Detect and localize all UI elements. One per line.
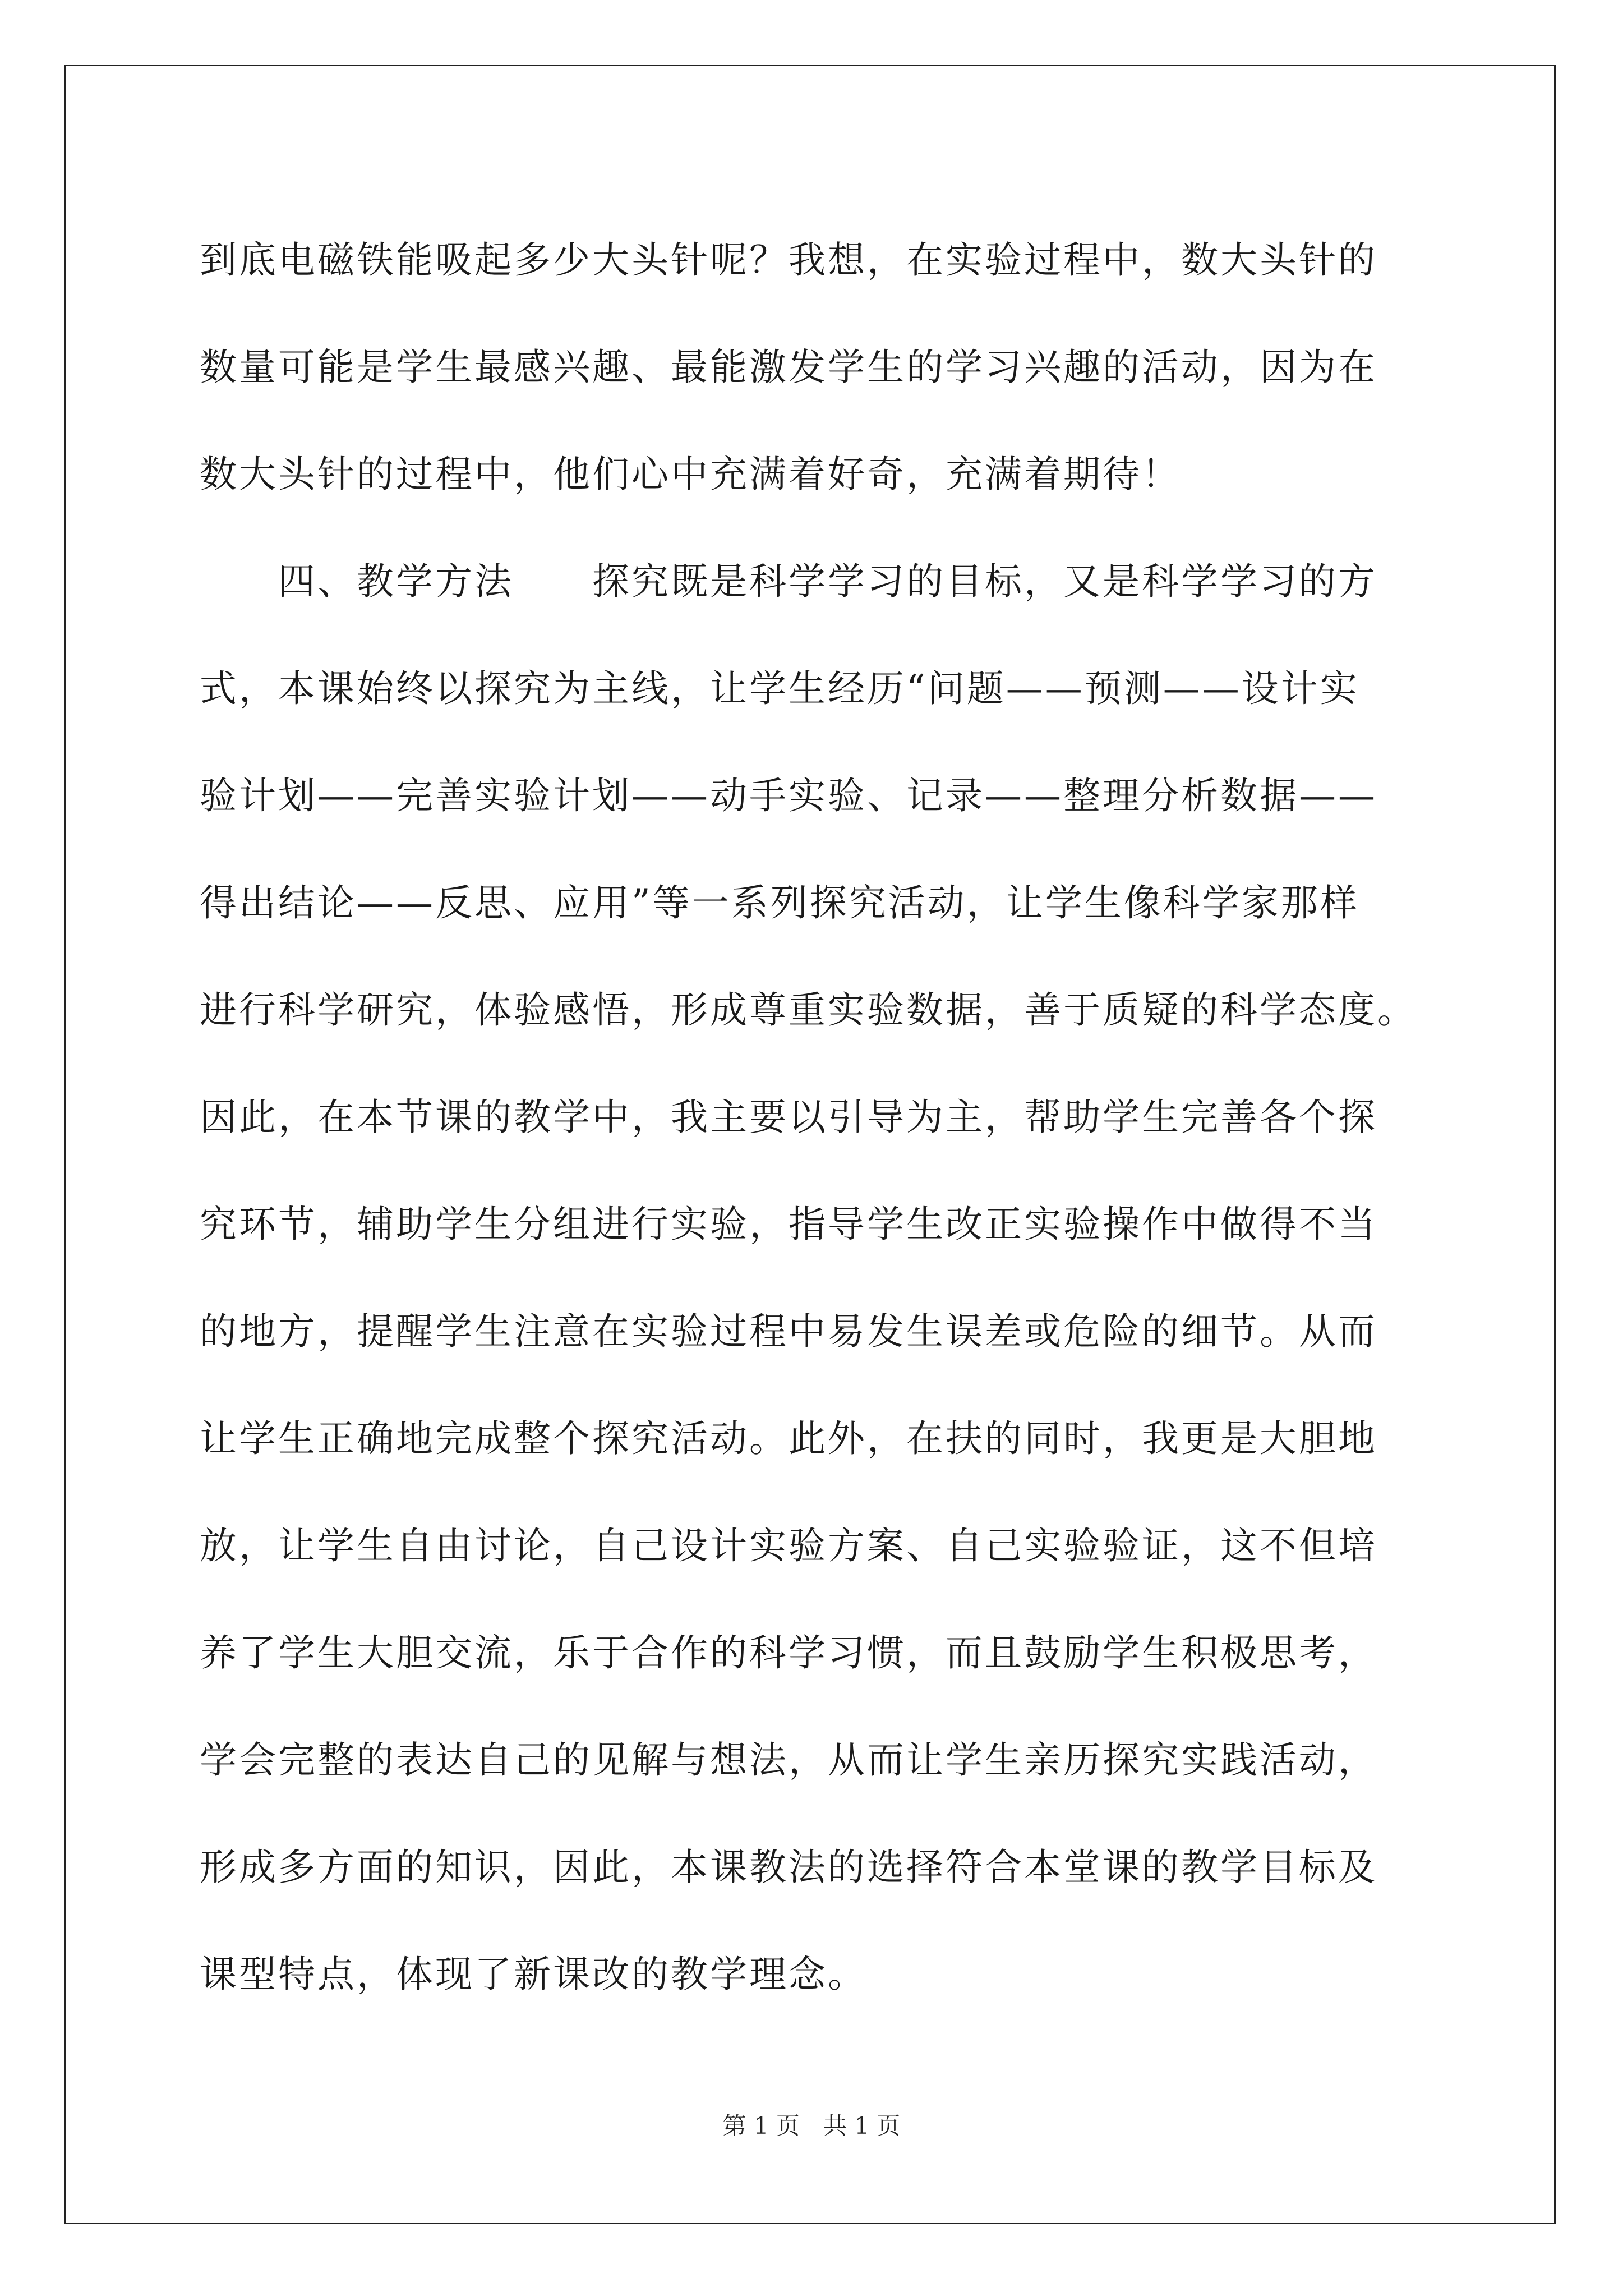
document-body (200, 206, 1467, 2028)
text-line: 课型特点，体现了新课改的教学理念。 (200, 1953, 867, 1996)
text-line: 数量可能是学生最感兴趣、最能激发学生的学习兴趣的活动，因为在 (200, 346, 1377, 389)
text-line: 进行科学研究，体验感悟，形成尊重实验数据，善于质疑的科学态度。 (200, 988, 1417, 1032)
text-line: 到底电磁铁能吸起多少大头针呢？我想，在实验过程中，数大头针的 (200, 238, 1377, 282)
text-line: 数大头针的过程中，他们心中充满着好奇，充满着期待！ (200, 453, 1181, 496)
text-line: 究环节，辅助学生分组进行实验，指导学生改正实验操作中做得不当 (200, 1203, 1377, 1246)
text-line: 因此，在本节课的教学中，我主要以引导为主，帮助学生完善各个探 (200, 1096, 1377, 1139)
page-number-footer: 第 1 页 共 1 页 (722, 2112, 901, 2139)
text-line: 学会完整的表达自己的见解与想法，从而让学生亲历探究实践活动， (200, 1738, 1377, 1782)
text-line: 四、教学方法 探究既是科学学习的目标，又是科学学习的方 (200, 560, 1377, 603)
text-line: 式，本课始终以探究为主线，让学生经历“问题——预测——设计实 (200, 667, 1359, 710)
text-line: 养了学生大胆交流，乐于合作的科学习惯，而且鼓励学生积极思考， (200, 1631, 1377, 1674)
text-line: 得出结论——反思、应用”等一系列探究活动，让学生像科学家那样 (200, 881, 1359, 924)
text-line: 形成多方面的知识，因此，本课教法的选择符合本堂课的教学目标及 (200, 1846, 1377, 1889)
text-line: 让学生正确地完成整个探究活动。此外，在扶的同时，我更是大胆地 (200, 1417, 1377, 1460)
text-line: 放，让学生自由讨论，自己设计实验方案、自己实验验证，这不但培 (200, 1524, 1377, 1567)
text-line: 验计划——完善实验计划——动手实验、记录——整理分析数据—— (200, 774, 1377, 817)
text-line: 的地方，提醒学生注意在实验过程中易发生误差或危险的细节。从而 (200, 1310, 1377, 1353)
